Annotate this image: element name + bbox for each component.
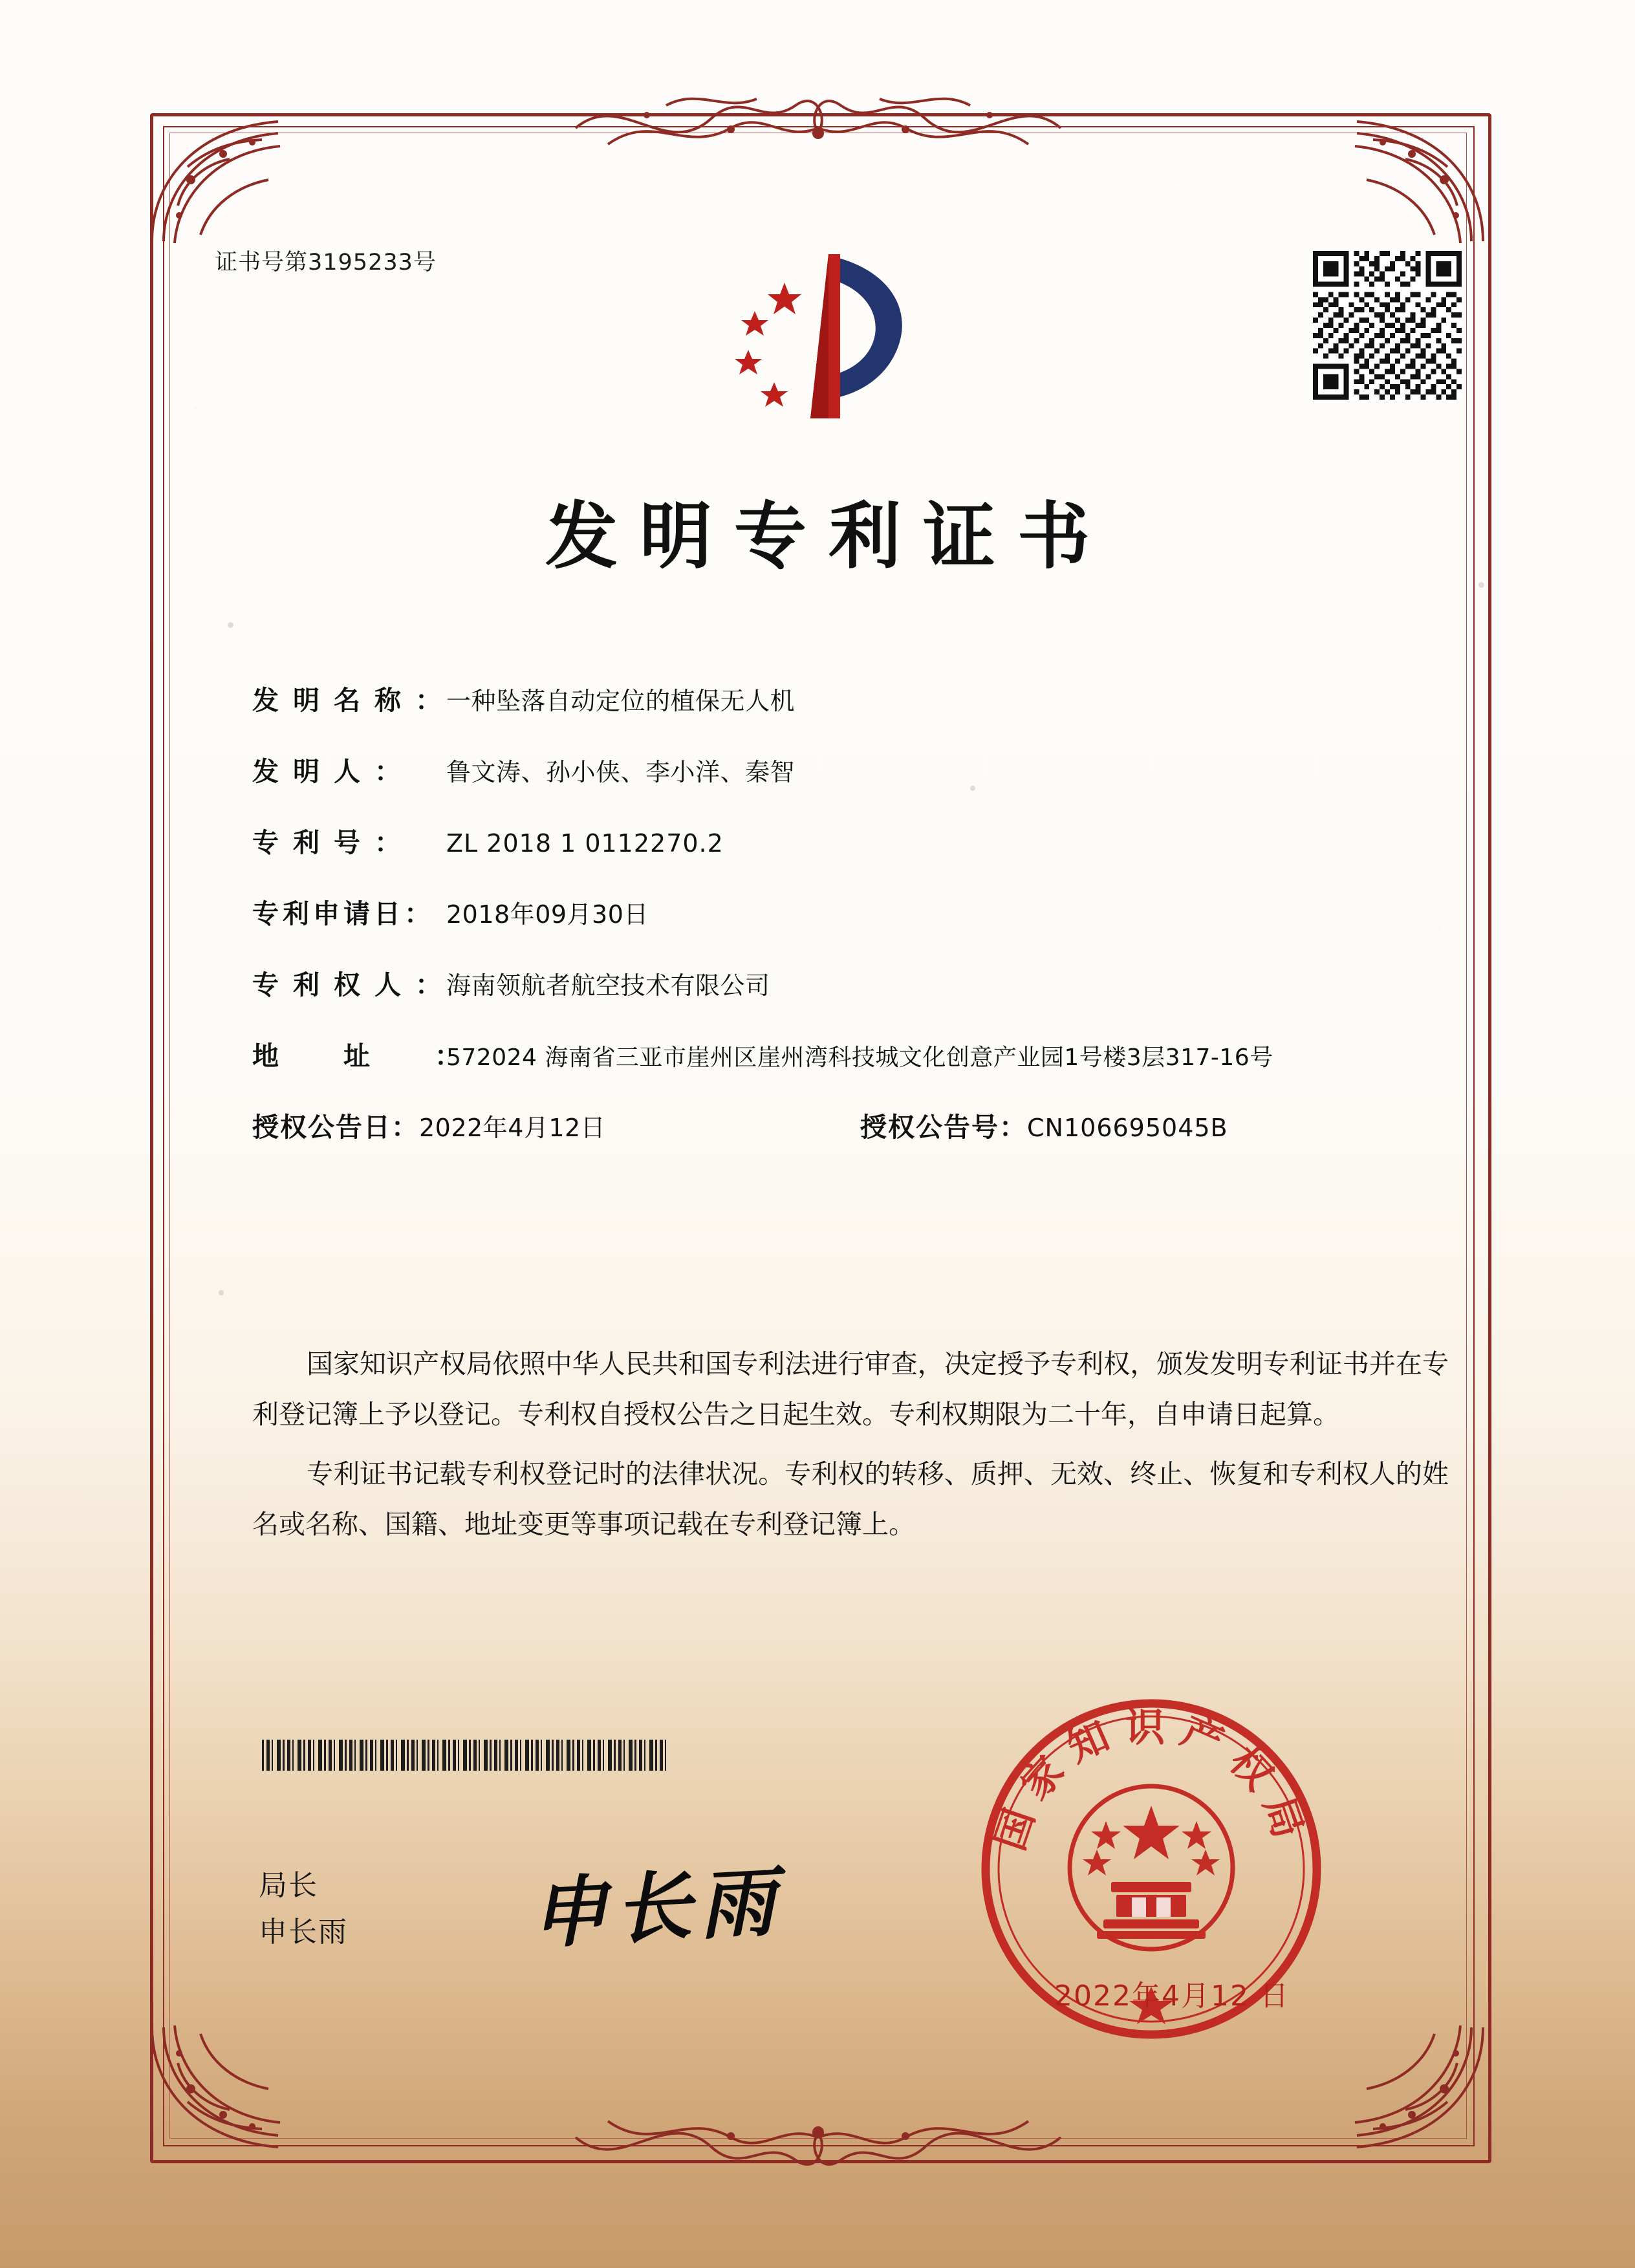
certificate-number: 证书号第3195233号 bbox=[215, 250, 437, 275]
field-label: 专利权人： bbox=[252, 969, 456, 1000]
announcement-number-value: CN106695045B bbox=[1027, 1114, 1228, 1142]
field-label: 发明名称： bbox=[252, 685, 456, 716]
announcement-number-label: 授权公告号： bbox=[860, 1112, 1027, 1143]
announcement-date-label: 授权公告日： bbox=[252, 1112, 419, 1143]
page-title: 发明专利证书 bbox=[545, 494, 1112, 579]
field-inventor bbox=[252, 750, 1449, 821]
field-patent-number bbox=[252, 821, 1449, 892]
field-value: ZL 2018 1 0112270.2 bbox=[446, 829, 724, 858]
field-label: 专利号： bbox=[252, 827, 415, 858]
field-label: 地址： bbox=[252, 1041, 526, 1072]
field-address bbox=[252, 1035, 1449, 1106]
director-block bbox=[259, 1863, 348, 1956]
field-value: 2018年09月30日 bbox=[446, 900, 649, 929]
announcement-date-value: 2022年4月12日 bbox=[419, 1114, 606, 1142]
seal-date: 2022年4月12 日 bbox=[1054, 1980, 1290, 2013]
handwritten-signature: 申长雨 bbox=[528, 1855, 785, 1960]
svg-text:国家知识产权局: 国家知识产权局 bbox=[986, 1703, 1317, 1856]
qr-code-icon bbox=[1313, 251, 1462, 400]
field-invention-name bbox=[252, 679, 1449, 750]
field-value: 海南领航者航空技术有限公司 bbox=[446, 971, 770, 1000]
field-value: 一种坠落自动定位的植保无人机 bbox=[446, 687, 796, 715]
barcode bbox=[262, 1740, 666, 1771]
field-application-date bbox=[252, 892, 1449, 964]
field-label: 发明人： bbox=[252, 756, 415, 787]
field-label: 专利申请日： bbox=[252, 898, 435, 929]
field-value: 572024 海南省三亚市崖州区崖州湾科技城文化创意产业园1号楼3层317-16号 bbox=[446, 1044, 1273, 1071]
director-title: 局长 bbox=[259, 1869, 318, 1902]
paragraph-1: 国家知识产权局依照中华人民共和国专利法进行审查，决定授予专利权，颁发发明专利证书并在专利登记簿上予以登记。专利权自授权公告之日起生效。专利权期限为二十年，自申请日起算。 bbox=[252, 1348, 1449, 1430]
director-name: 申长雨 bbox=[259, 1916, 348, 1949]
field-patentee bbox=[252, 964, 1449, 1035]
sipo-logo-icon bbox=[702, 249, 954, 424]
announcement-number-group bbox=[860, 1106, 1228, 1144]
paragraph-2: 专利证书记载专利权登记时的法律状况。专利权的转移、质押、无效、终止、恢复和专利权人的姓名或名称、国籍、地址变更等事项记载在专利登记簿上。 bbox=[252, 1458, 1449, 1540]
fields-block bbox=[252, 679, 1449, 1177]
body-text bbox=[252, 1339, 1449, 1559]
grant-row bbox=[252, 1106, 1449, 1177]
field-value: 鲁文涛、孙小侠、李小洋、秦智 bbox=[446, 758, 796, 786]
